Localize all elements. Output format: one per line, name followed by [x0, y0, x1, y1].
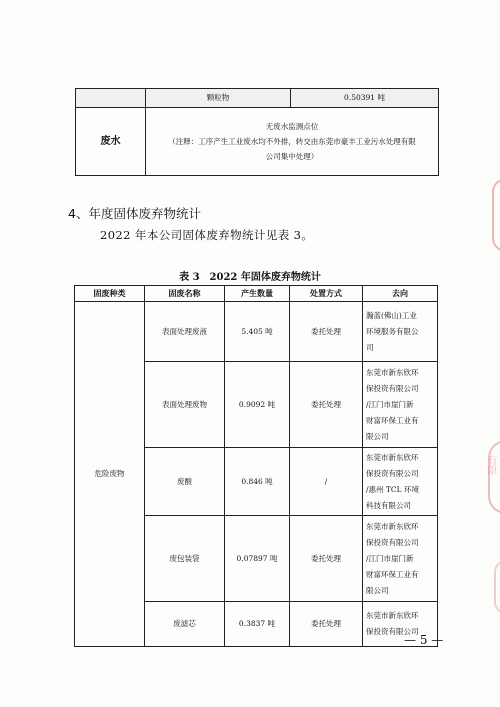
table-header-row	[75, 286, 438, 302]
waste-destination	[363, 516, 438, 602]
destination-line: 财富环保工业有	[366, 415, 419, 425]
seal-stamp-fragment	[494, 560, 500, 614]
waste-name: 废酸	[145, 448, 225, 516]
waste-amount: 0.3837 吨	[225, 602, 290, 647]
destination-line: 保投资有限公司	[366, 537, 419, 547]
waste-name: 表面处理废液	[145, 302, 225, 362]
disposal-method: 委托处理	[290, 362, 363, 448]
destination-line: /江门市崖门新	[366, 553, 414, 563]
table-row	[76, 89, 439, 108]
solid-waste-table	[74, 285, 438, 647]
destination-line: /惠州 TCL 环境	[366, 484, 420, 494]
waste-destination	[363, 448, 438, 516]
header-name: 固废名称	[145, 286, 225, 302]
destination-line: 瀚蓝(佛山)工业	[366, 310, 417, 320]
disposal-method: 委托处理	[290, 602, 363, 647]
waste-name: 废包装袋	[145, 516, 225, 602]
destination-line: 保投资有限公司	[366, 627, 419, 636]
destination-line: 东莞市新东欣环	[366, 452, 419, 462]
header-amount: 产生数量	[225, 286, 290, 302]
wastewater-note-line: 无废水监测点位	[265, 122, 319, 131]
destination-line: 保投资有限公司	[366, 383, 419, 393]
wastewater-label: 废水	[76, 108, 146, 176]
page-number: — 5 —	[404, 633, 444, 647]
waste-destination	[363, 302, 438, 362]
destination-line: 东莞市新东欣环	[366, 611, 419, 620]
table-cell	[76, 89, 146, 108]
disposal-method: /	[290, 448, 363, 516]
particulate-amount: 0.50391 吨	[291, 89, 439, 108]
wastewater-note	[146, 108, 439, 176]
destination-line: 司	[366, 342, 374, 352]
header-destination: 去向	[363, 286, 438, 302]
section-heading: 4、年度固体废弃物统计	[68, 206, 201, 221]
header-method: 处置方式	[290, 286, 363, 302]
wastewater-note-line: 公司集中处理）	[265, 152, 319, 161]
waste-amount: 5.405 吨	[225, 302, 290, 362]
destination-line: 保投资有限公司	[366, 468, 419, 478]
waste-name: 表面处理废物	[145, 362, 225, 448]
disposal-method: 委托处理	[290, 516, 363, 602]
table-row	[76, 108, 439, 176]
section-paragraph: 2022 年本公司固体废弃物统计见表 3。	[100, 228, 314, 242]
waste-amount: 0.9092 吨	[225, 362, 290, 448]
destination-line: 环境服务有限公	[366, 326, 419, 336]
destination-line: 科技有限公司	[366, 500, 411, 510]
header-category: 固废种类	[75, 286, 145, 302]
seal-stamp-text: 有限	[485, 455, 496, 475]
waste-amount: 0.07897 吨	[225, 516, 290, 602]
seal-stamp-fragment	[488, 440, 500, 514]
waste-name: 废滤芯	[145, 602, 225, 647]
destination-line: 限公司	[366, 585, 389, 595]
waste-destination	[363, 362, 438, 448]
destination-line: 限公司	[366, 431, 389, 441]
destination-line: 东莞市新东欣环	[366, 521, 419, 531]
destination-line: 东莞市新东欣环	[366, 367, 419, 377]
waste-category: 危险废物	[75, 302, 145, 647]
destination-line: 财富环保工业有	[366, 569, 419, 579]
emissions-table-continuation	[75, 88, 439, 176]
destination-line: /江门市崖门新	[366, 399, 414, 409]
seal-stamp-fragment	[492, 178, 500, 252]
table-row	[75, 302, 438, 362]
table-caption: 表 3 2022 年固体废弃物统计	[179, 272, 321, 283]
particulate-name: 颗粒物	[146, 89, 291, 108]
waste-amount: 0.846 吨	[225, 448, 290, 516]
wastewater-note-line: （注释：工序产生工业废水均不外排，转交由东莞市豪丰工业污水处理有限	[168, 137, 416, 146]
disposal-method: 委托处理	[290, 302, 363, 362]
